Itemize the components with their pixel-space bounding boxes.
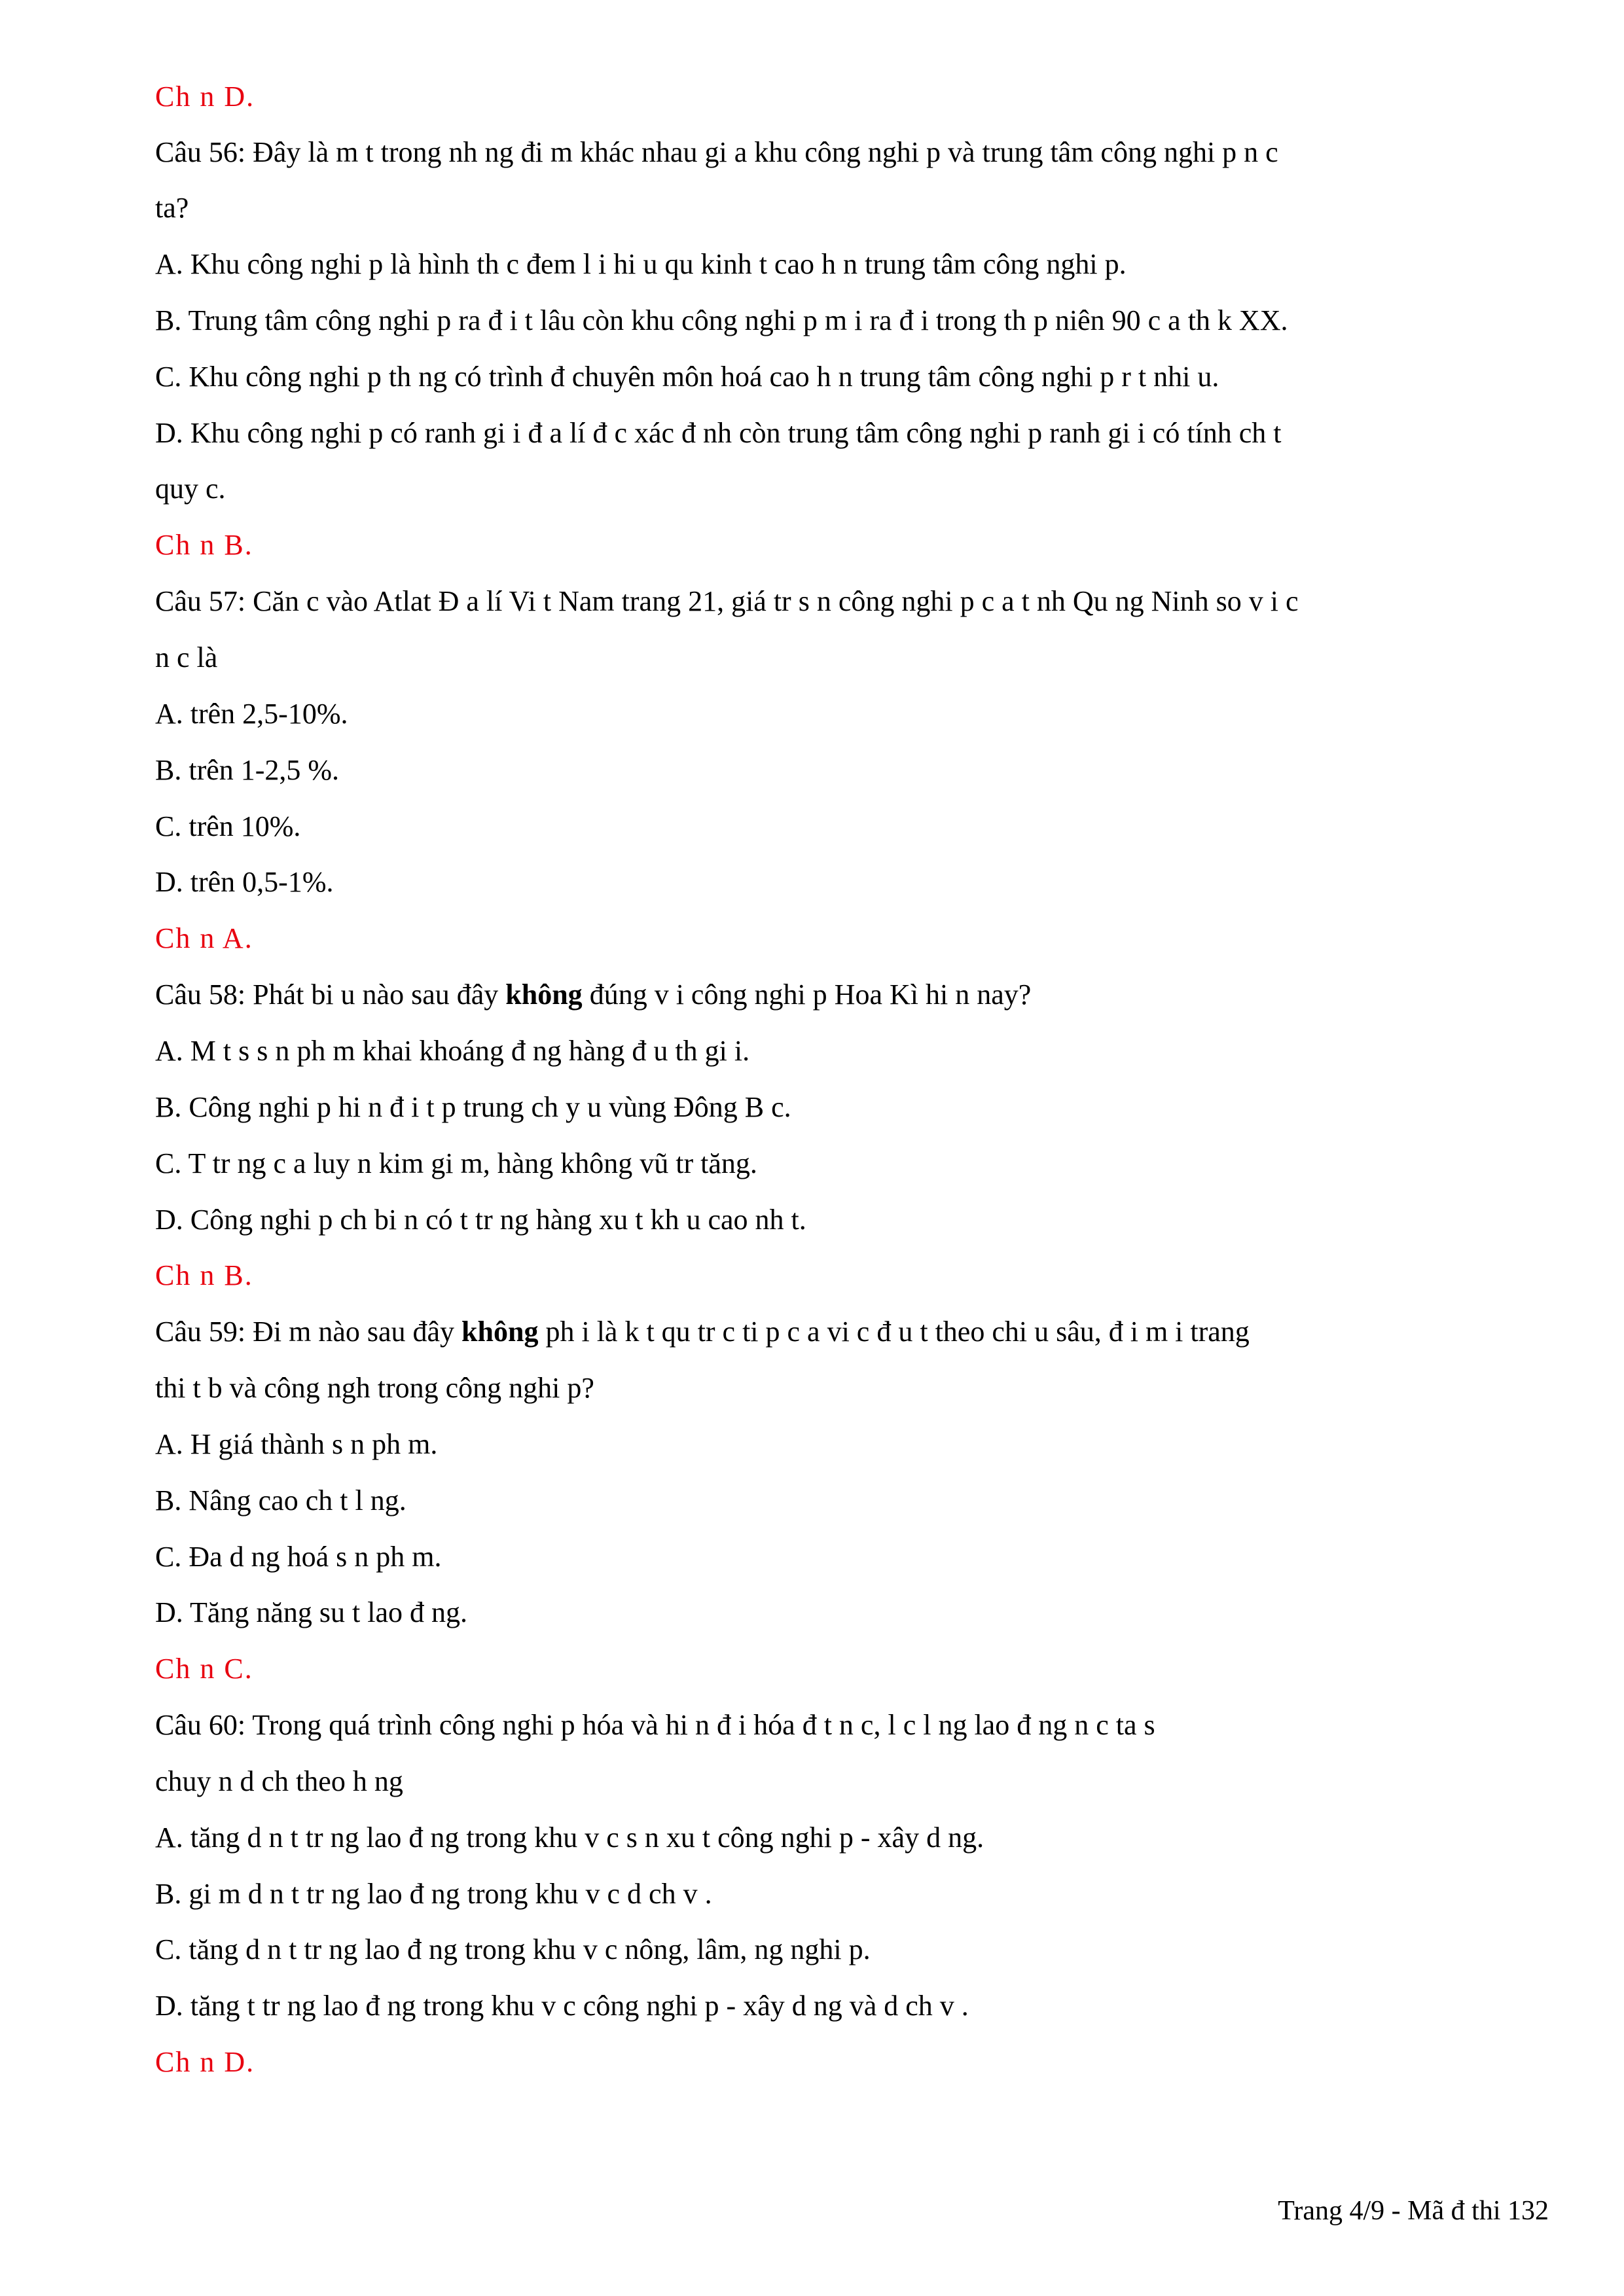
question-60-option-b: B. gi m d n t tr ng lao đ ng trong khu v c d ch v . [155, 1878, 712, 1910]
answer-57: Ch n A. [155, 922, 253, 954]
answer-56: Ch n B. [155, 529, 253, 561]
question-60-option-a: A. tăng d n t tr ng lao đ ng trong khu v c s n xu t công nghi p - xây d ng. [155, 1821, 984, 1854]
question-59-text-cont: thi t b và công ngh trong công nghi p? [155, 1372, 594, 1404]
question-59-option-c: C. Đa d ng hoá s n ph m. [155, 1541, 442, 1573]
question-58-prefix: Câu 58: Phát bi u nào sau đây [155, 978, 506, 1011]
question-56-text: Câu 56: Đây là m t trong nh ng đi m khác nhau gi a khu công nghi p và trung tâm công nghi p n c [155, 136, 1278, 168]
question-60-option-d: D. tăng t tr ng lao đ ng trong khu v c công nghi p - xây d ng và d ch v . [155, 1990, 969, 2022]
question-56-option-d: D. Khu công nghi p có ranh gi i đ a lí đ c xác đ nh còn trung tâm công nghi p ranh gi i có tính ch t [155, 417, 1282, 449]
question-60-option-c: C. tăng d n t tr ng lao đ ng trong khu v c nông, lâm, ng nghi p. [155, 1933, 871, 1965]
question-59-option-d: D. Tăng năng su t lao đ ng. [155, 1596, 468, 1628]
question-56-option-a: A. Khu công nghi p là hình th c đem l i hi u qu kinh t cao h n trung tâm công nghi p. [155, 248, 1127, 280]
question-56-option-d-cont: quy c. [155, 473, 226, 505]
question-56-option-b: B. Trung tâm công nghi p ra đ i t lâu còn khu công nghi p m i ra đ i trong th p niên 90 c a th k XX. [155, 304, 1288, 336]
question-58-text [155, 975, 1556, 1014]
question-59-text [155, 1312, 1556, 1352]
question-57-text: Câu 57: Căn c vào Atlat Đ a lí Vi t Nam trang 21, giá tr s n công nghi p c a t nh Qu ng Ninh so v i c [155, 585, 1299, 617]
question-58-option-b: B. Công nghi p hi n đ i t p trung ch y u vùng Đông B c. [155, 1091, 791, 1123]
question-58-option-d: D. Công nghi p ch bi n có t tr ng hàng xu t kh u cao nh t. [155, 1204, 806, 1236]
question-58-option-c: C. T tr ng c a luy n kim gi m, hàng không vũ tr tăng. [155, 1147, 757, 1179]
question-56-option-c: C. Khu công nghi p th ng có trình đ chuyên môn hoá cao h n trung tâm công nghi p r t nhi u. [155, 361, 1219, 393]
answer-55: Ch n D. [155, 81, 255, 113]
question-57-option-d: D. trên 0,5-1%. [155, 866, 334, 898]
question-59-emphasis: không [461, 1316, 539, 1348]
question-60-text-cont: chuy n d ch theo h ng [155, 1765, 403, 1797]
question-57-option-b: B. trên 1-2,5 %. [155, 754, 340, 786]
question-59-option-b: B. Nâng cao ch t l ng. [155, 1484, 406, 1516]
page-footer: Trang 4/9 - Mã đ thi 132 [1278, 2196, 1549, 2226]
question-57-text-cont: n c là [155, 641, 218, 673]
question-58-suffix: đúng v i công nghi p Hoa Kì hi n nay? [582, 978, 1032, 1011]
question-60-text: Câu 60: Trong quá trình công nghi p hóa và hi n đ i hóa đ t n c, l c l ng lao đ ng n c ta s [155, 1709, 1155, 1741]
answer-58: Ch n B. [155, 1259, 253, 1291]
question-58-option-a: A. M t s s n ph m khai khoáng đ ng hàng đ u th gi i. [155, 1035, 750, 1067]
question-59-option-a: A. H giá thành s n ph m. [155, 1428, 438, 1460]
question-59-suffix: ph i là k t qu tr c ti p c a vi c đ u t theo chi u sâu, đ i m i trang [538, 1316, 1250, 1348]
question-59-prefix: Câu 59: Đi m nào sau đây [155, 1316, 462, 1348]
answer-60: Ch n D. [155, 2046, 255, 2078]
question-57-option-a: A. trên 2,5-10%. [155, 698, 348, 730]
question-57-option-c: C. trên 10%. [155, 810, 301, 842]
answer-59: Ch n C. [155, 1653, 253, 1685]
question-58-emphasis: không [505, 978, 583, 1011]
question-56-text-cont: ta? [155, 192, 189, 224]
